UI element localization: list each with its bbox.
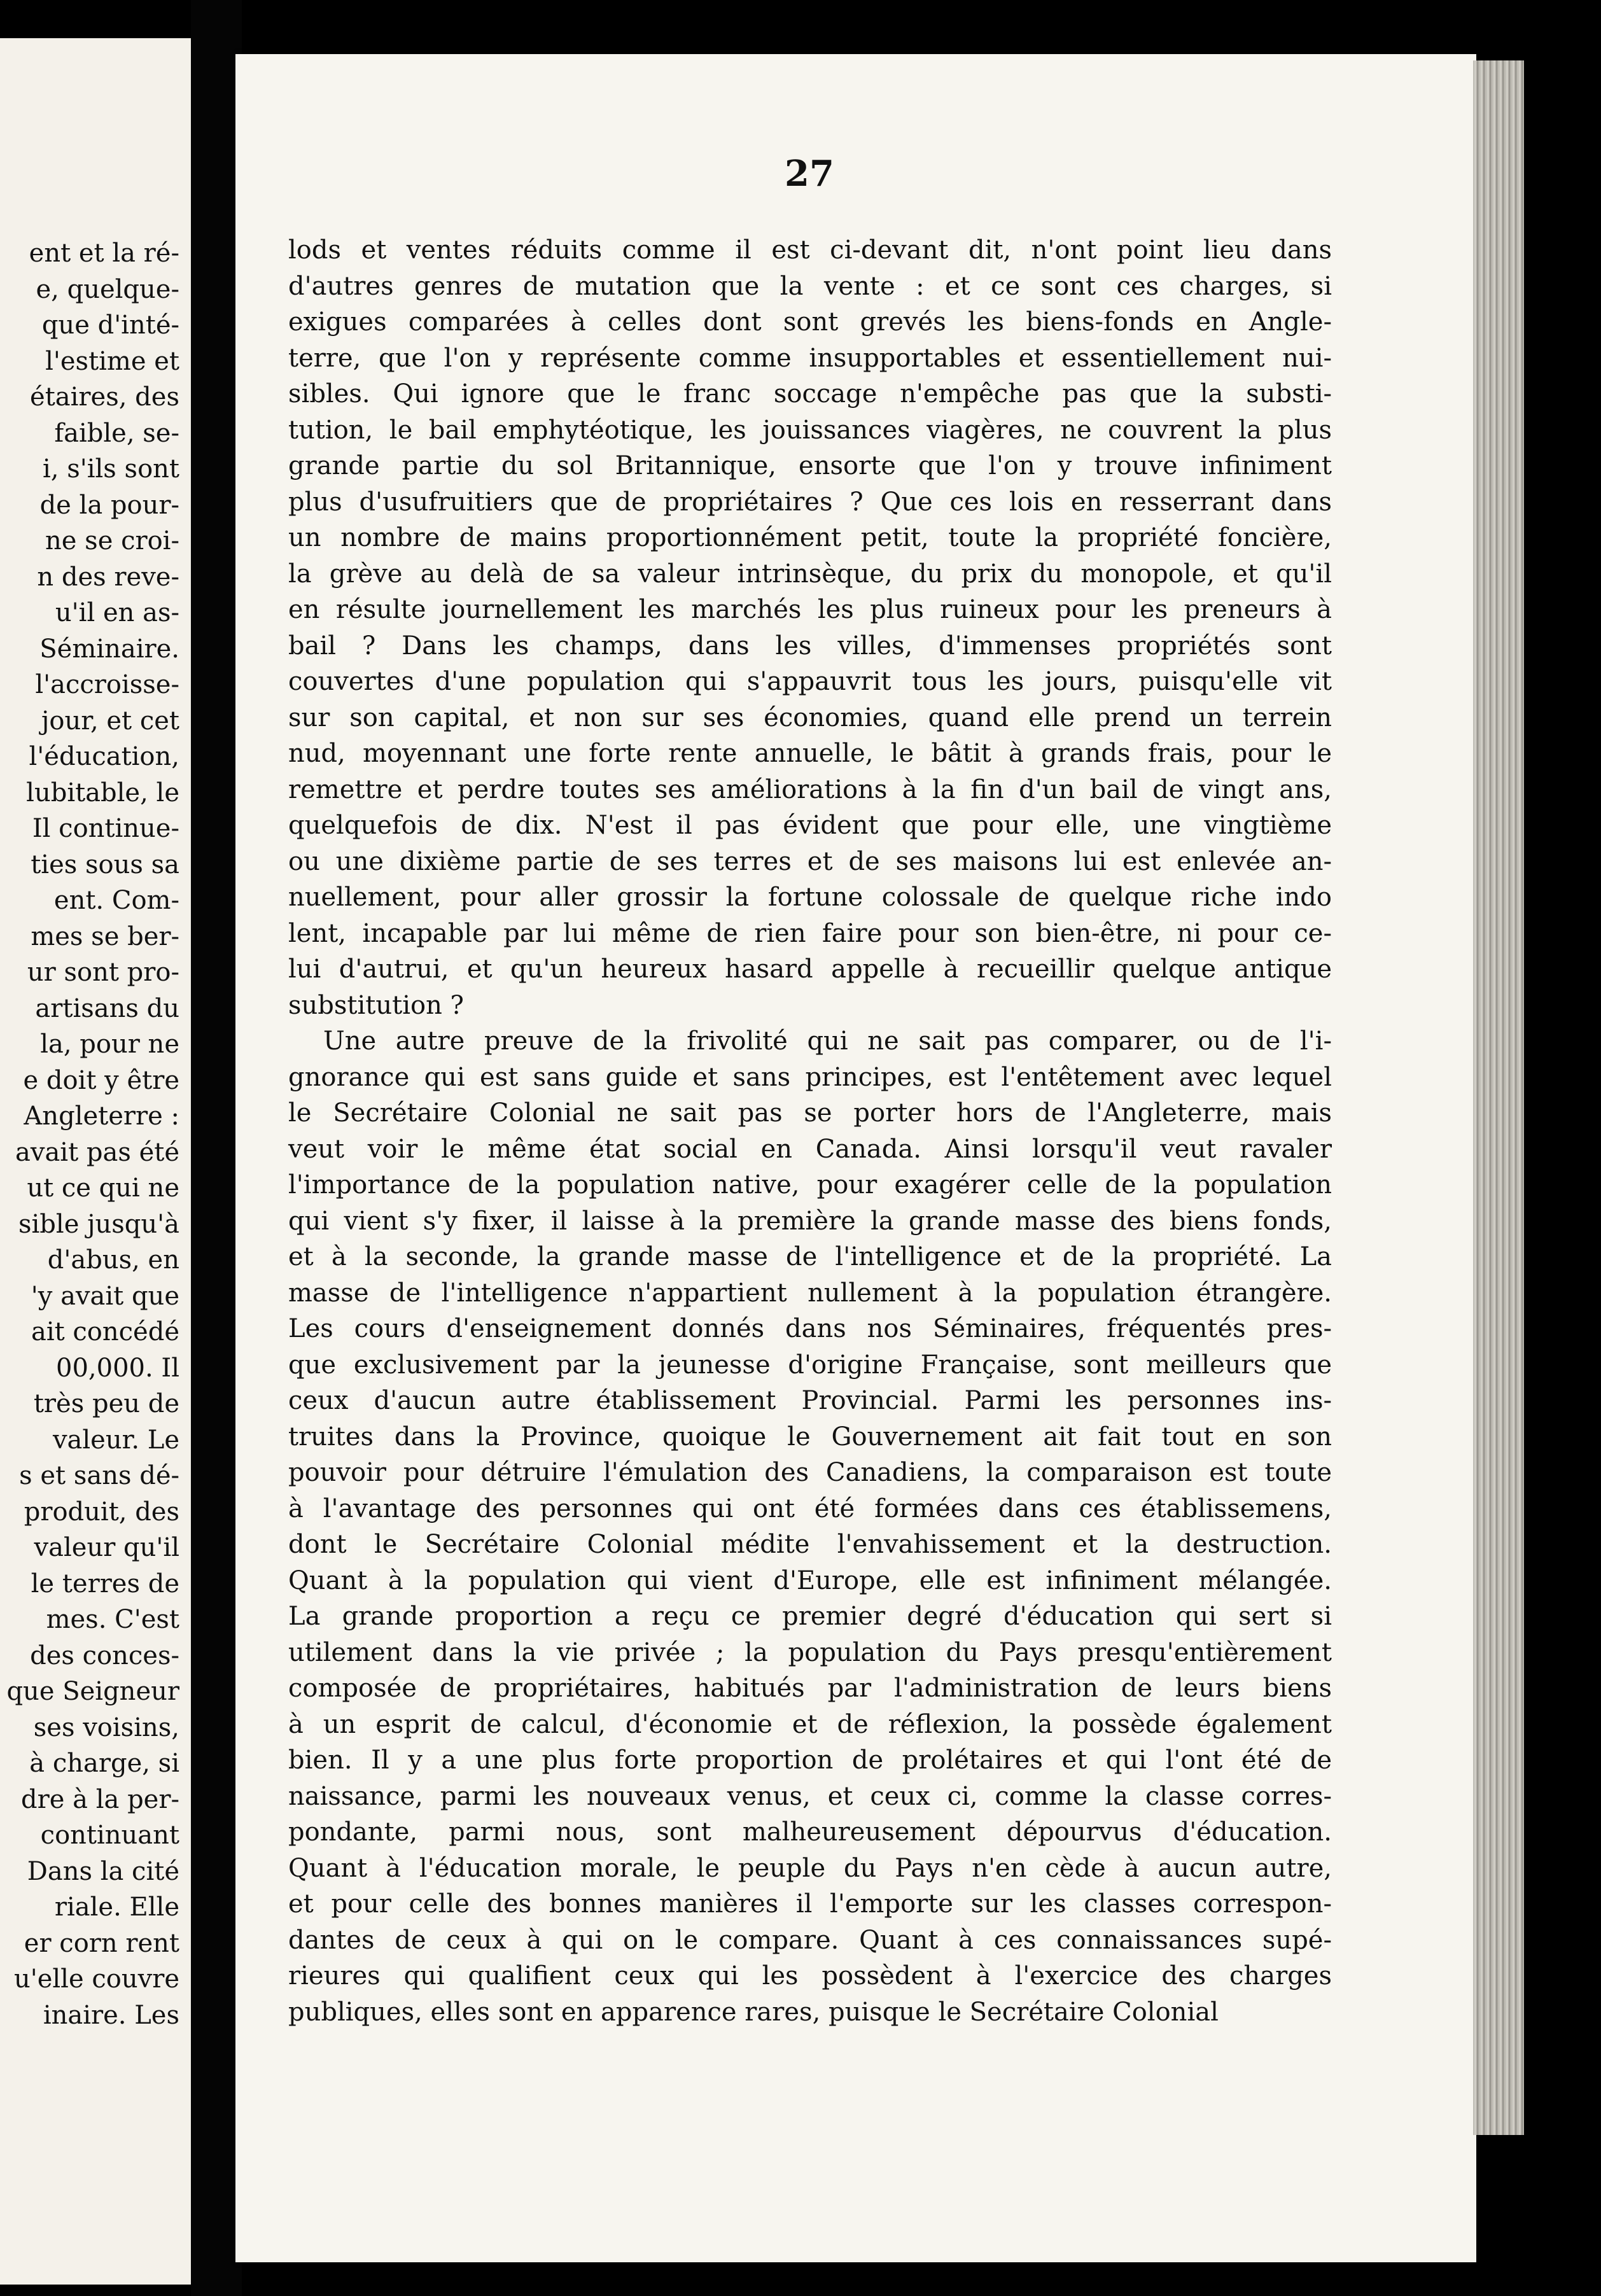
text-line: pouvoir pour détruire l'émulation des Canadiens, la comparaison est toute (288, 1458, 1332, 1487)
text-line: la grève au delà de sa valeur intrinsèque, du prix du monopole, et qu'il (288, 559, 1332, 589)
left-text-line: lubitable, le (26, 778, 179, 808)
text-line: grande partie du sol Britannique, ensorte que l'on y trouve infiniment (288, 451, 1332, 480)
left-text-line: riale. Elle (54, 1893, 179, 1922)
left-text-line: dre à la per- (21, 1784, 179, 1814)
text-line: remettre et perdre toutes ses améliorations à la fin d'un bail de vingt ans, (288, 774, 1332, 804)
left-text-line: ent et la ré- (29, 239, 179, 268)
text-line: ceux d'aucun autre établissement Provincial. Parmi les personnes ins- (288, 1386, 1332, 1415)
book-gutter (191, 0, 242, 2296)
text-line: à un esprit de calcul, d'économie et de réflexion, la possède également (288, 1709, 1332, 1739)
left-text-line: er corn rent (24, 1928, 179, 1958)
text-line: tution, le bail emphytéotique, les jouissances viagères, ne couvrent la plus (288, 415, 1332, 445)
left-text-line: n des reve- (37, 562, 179, 592)
left-text-line: ties sous sa (31, 850, 179, 879)
left-text-line: ses voisins, (33, 1712, 179, 1742)
left-text-line: artisans du (35, 993, 179, 1023)
left-text-line: étaires, des (30, 382, 179, 412)
left-text-line: Angleterre : (24, 1102, 179, 1131)
left-text-line: valeur qu'il (34, 1533, 179, 1562)
left-text-line: ne se croi- (45, 526, 179, 556)
left-text-line: u'elle couvre (13, 1964, 179, 1994)
text-line: nuellement, pour aller grossir la fortune colossale de quelque riche indo (288, 883, 1332, 912)
text-line: lods et ventes réduits comme il est ci-devant dit, n'ont point lieu dans (288, 235, 1332, 265)
left-text-line: inaire. Les (43, 2000, 179, 2030)
left-text-line: que Seigneur (6, 1677, 179, 1706)
left-text-line: très peu de (33, 1389, 179, 1418)
text-line: publiques, elles sont en apparence rares, puisque le Secrétaire Colonial (288, 1997, 1219, 2027)
text-line: veut voir le même état social en Canada. Ainsi lorsqu'il veut ravaler (288, 1134, 1332, 1164)
text-line: terre, que l'on y représente comme insupportables et essentiellement nui- (288, 343, 1332, 373)
text-line: que exclusivement par la jeunesse d'origine Française, sont meilleurs que (288, 1350, 1332, 1380)
text-line: pondante, parmi nous, sont malheureusement dépourvus d'éducation. (288, 1817, 1332, 1847)
left-text-line: i, s'ils sont (42, 454, 179, 484)
left-text-line: jour, et cet (41, 706, 179, 736)
left-text-line: e, quelque- (36, 274, 179, 304)
left-text-line: Séminaire. (39, 634, 179, 664)
text-line: dont le Secrétaire Colonial médite l'envahissement et la destruction. (288, 1530, 1332, 1559)
left-text-line: mes. C'est (46, 1605, 179, 1634)
text-line: couvertes d'une population qui s'appauvrit tous les jours, puisqu'elle vit (288, 667, 1332, 696)
left-text-line: 'y avait que (31, 1281, 179, 1311)
left-text-line: l'éducation, (29, 742, 179, 771)
left-text-line: valeur. Le (52, 1425, 179, 1455)
left-text-line: avait pas été (15, 1137, 179, 1167)
text-line: quelquefois de dix. N'est il pas évident que pour elle, une vingtième (288, 811, 1332, 840)
left-text-line: produit, des (24, 1497, 179, 1527)
left-text-line: continuant (40, 1821, 179, 1850)
body-text (288, 232, 1332, 2030)
text-line: composée de propriétaires, habitués par l'administration de leurs biens (288, 1674, 1332, 1703)
text-line: d'autres genres de mutation que la vente : et ce sont ces charges, si (288, 271, 1332, 301)
text-line: ou une dixième partie de ses terres et de ses maisons lui est enlevée an- (288, 846, 1332, 876)
text-line: masse de l'intelligence n'appartient nullement à la population étrangère. (288, 1278, 1332, 1308)
text-line: bail ? Dans les champs, dans les villes, d'immenses propriétés sont (288, 631, 1332, 661)
left-text-line: ur sont pro- (27, 958, 179, 987)
text-line: à l'avantage des personnes qui ont été formées dans ces établissemens, (288, 1494, 1332, 1523)
text-line: gnorance qui est sans guide et sans principes, est l'entêtement avec lequel (288, 1062, 1332, 1092)
text-line: dantes de ceux à qui on le compare. Quant à ces connaissances supé- (288, 1925, 1332, 1955)
left-text-line: l'estime et (45, 346, 179, 376)
left-text-line: sible jusqu'à (18, 1209, 179, 1239)
text-line: Quant à l'éducation morale, le peuple du Pays n'en cède à aucun autre, (288, 1853, 1332, 1883)
text-line: Une autre preuve de la frivolité qui ne sait pas comparer, ou de l'i- (323, 1026, 1332, 1056)
left-text-line: e doit y être (23, 1065, 179, 1095)
text-line: l'importance de la population native, pour exagérer celle de la population (288, 1170, 1332, 1200)
left-text-line: Il continue- (32, 814, 179, 843)
text-line: plus d'usufruitiers que de propriétaires ? Que ces lois en resserrant dans (288, 487, 1332, 517)
text-line: substitution ? (288, 990, 464, 1020)
left-text-line: des conces- (30, 1641, 179, 1670)
text-line: exigues comparées à celles dont sont grevés les biens-fonds en Angle- (288, 307, 1332, 337)
text-line: lui d'autrui, et qu'un heureux hasard appelle à recueillir quelque antique (288, 955, 1332, 984)
text-line: Les cours d'enseignement donnés dans nos Séminaires, fréquentés pres- (288, 1314, 1332, 1343)
left-text-line: d'abus, en (47, 1245, 179, 1275)
left-text-line: l'accroisse- (35, 670, 179, 699)
page-edges (1473, 60, 1524, 2135)
text-line: rieures qui qualifient ceux qui les possèdent à l'exercice des charges (288, 1961, 1332, 1991)
left-text-line: à charge, si (29, 1749, 179, 1778)
left-text-line: de la pour- (39, 490, 179, 520)
text-line: nud, moyennant une forte rente annuelle, le bâtit à grands frais, pour le (288, 739, 1332, 768)
text-line: le Secrétaire Colonial ne sait pas se porter hors de l'Angleterre, mais (288, 1098, 1332, 1128)
left-text-line: la, pour ne (40, 1030, 179, 1059)
text-line: et pour celle des bonnes manières il l'emporte sur les classes correspon- (288, 1889, 1332, 1919)
left-page-text (6, 235, 179, 2033)
text-line: lent, incapable par lui même de rien faire pour son bien-être, ni pour ce- (288, 918, 1332, 948)
text-line: utilement dans la vie privée ; la population du Pays presqu'entièrement (288, 1637, 1332, 1667)
left-text-line: faible, se- (54, 418, 179, 448)
text-line: naissance, parmi les nouveaux venus, et ceux ci, comme la classe corres- (288, 1781, 1332, 1811)
text-line: et à la seconde, la grande masse de l'intelligence et de la propriété. La (288, 1242, 1332, 1271)
text-line: La grande proportion a reçu ce premier degré d'éducation qui sert si (288, 1602, 1332, 1631)
text-line: un nombre de mains proportionnément petit, toute la propriété foncière, (288, 523, 1332, 552)
left-text-line: ent. Com- (53, 886, 179, 915)
left-text-line: 00,000. Il (56, 1353, 179, 1383)
page-number: 27 (785, 153, 834, 195)
text-line: en résulte journellement les marchés les plus ruineux pour les preneurs à (288, 595, 1332, 624)
text-line: sibles. Qui ignore que le franc soccage n'empêche pas que la substi- (288, 379, 1332, 409)
left-neighbour-page (0, 38, 191, 2285)
text-line: bien. Il y a une plus forte proportion de prolétaires et qui l'ont été de (288, 1746, 1332, 1775)
left-text-line: mes se ber- (31, 921, 179, 951)
text-line: sur son capital, et non sur ses économies, quand elle prend un terrein (288, 703, 1332, 732)
left-text-line: que d'inté- (41, 311, 179, 340)
left-text-line: ait concédé (31, 1317, 179, 1347)
text-line: qui vient s'y fixer, il laisse à la première la grande masse des biens fonds, (288, 1206, 1332, 1236)
left-text-line: s et sans dé- (19, 1461, 179, 1490)
left-text-line: ut ce qui ne (27, 1173, 179, 1203)
left-text-line: Dans la cité (27, 1856, 179, 1886)
text-line: truites dans la Province, quoique le Gouvernement ait fait tout en son (288, 1422, 1332, 1452)
left-text-line: u'il en as- (55, 598, 179, 627)
text-line: Quant à la population qui vient d'Europe, elle est infiniment mélangée. (288, 1565, 1332, 1595)
left-text-line: le terres de (31, 1569, 179, 1599)
